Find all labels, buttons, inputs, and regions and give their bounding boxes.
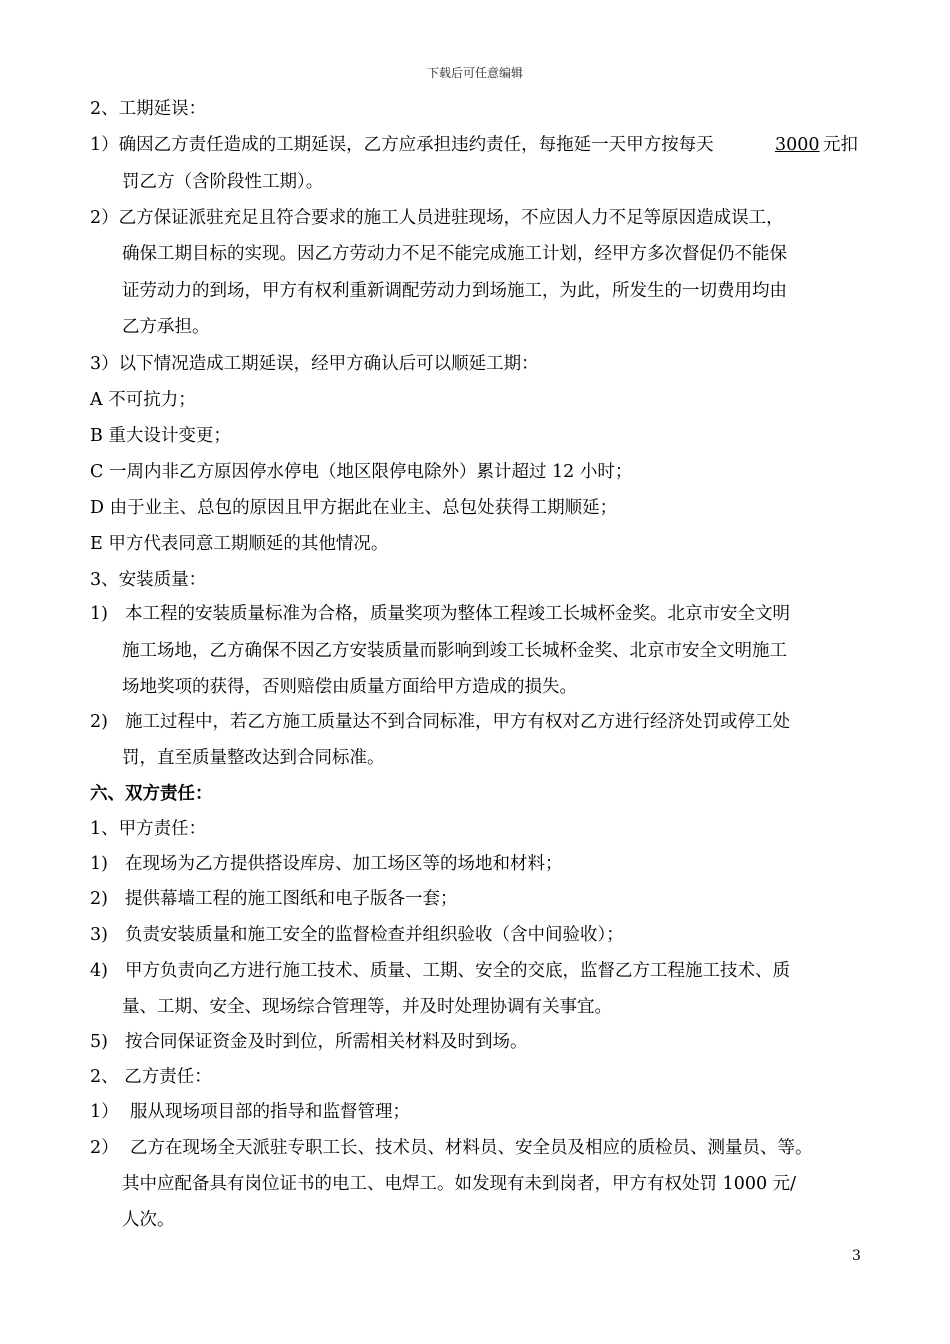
text-line: 甲方负责向乙方进行施工技术、质量、工期、安全的交底，监督乙方工程施工技术、质	[125, 961, 790, 981]
text-line: E 甲方代表同意工期顺延的其他情况。	[90, 534, 389, 554]
text-line: 2）	[90, 1138, 119, 1158]
text-line: 1)	[90, 854, 108, 874]
text-line: A 不可抗力；	[90, 390, 196, 410]
text-line: 负责安装质量和施工安全的监督检查并组织验收（含中间验收）；	[125, 925, 624, 945]
text-line: 1）确因乙方责任造成的工期延误，乙方应承担违约责任，每拖延一天甲方按每天	[90, 135, 714, 155]
page-number: 3	[852, 1248, 861, 1264]
text-line: B 重大设计变更；	[90, 426, 231, 446]
text-line: D 由于业主、总包的原因且甲方据此在业主、总包处获得工期顺延；	[90, 498, 618, 518]
text-line: 4)	[90, 961, 108, 981]
text-line: 乙方承担。	[122, 317, 210, 337]
text-line: 1、甲方责任：	[90, 819, 207, 839]
text-line: 3）以下情况造成工期延误，经甲方确认后可以顺延工期：	[90, 354, 539, 374]
text-line: 1）	[90, 1102, 119, 1122]
text-line: 元扣	[823, 135, 858, 155]
text-line: 3000	[775, 135, 820, 155]
text-line: 罚乙方（含阶段性工期）。	[122, 172, 324, 192]
text-line: 施工过程中，若乙方施工质量达不到合同标准，甲方有权对乙方进行经济处罚或停工处	[125, 712, 790, 732]
text-line: 人次。	[122, 1210, 175, 1230]
text-line: 3)	[90, 925, 108, 945]
text-line: 5)	[90, 1032, 108, 1052]
text-line: 乙方在现场全天派驻专职工长、技术员、材料员、安全员及相应的质检员、测量员、等。	[130, 1138, 813, 1158]
text-line: 2)	[90, 712, 108, 732]
text-line: 3、安装质量：	[90, 570, 207, 590]
text-line: 服从现场项目部的指导和监督管理；	[130, 1102, 410, 1122]
text-line: 证劳动力的到场，甲方有权利重新调配劳动力到场施工，为此，所发生的一切费用均由	[122, 281, 787, 301]
text-line: 提供幕墙工程的施工图纸和电子版各一套；	[125, 889, 458, 909]
text-line: 其中应配备具有岗位证书的电工、电焊工。如发现有未到岗者，甲方有权处罚 1000 元/	[122, 1174, 797, 1194]
text-line: 施工场地，乙方确保不因乙方安装质量而影响到竣工长城杯金奖、北京市安全文明施工	[122, 641, 787, 661]
text-line: 在现场为乙方提供搭设库房、加工场区等的场地和材料；	[125, 854, 563, 874]
text-line: 确保工期目标的实现。因乙方劳动力不足不能完成施工计划，经甲方多次督促仍不能保	[122, 244, 787, 264]
text-line: 2、 乙方责任：	[90, 1067, 212, 1087]
section-heading: 六、双方责任：	[90, 784, 213, 804]
text-line: 量、工期、安全、现场综合管理等，并及时处理协调有关事宜。	[122, 997, 612, 1017]
text-line: 罚，直至质量整改达到合同标准。	[122, 748, 385, 768]
text-line: 2)	[90, 889, 108, 909]
text-line: 2、工期延误：	[90, 99, 207, 119]
text-line: 按合同保证资金及时到位，所需相关材料及时到场。	[125, 1032, 528, 1052]
text-line: 本工程的安装质量标准为合格，质量奖项为整体工程竣工长城杯金奖。北京市安全文明	[125, 604, 790, 624]
text-line: C 一周内非乙方原因停水停电（地区限停电除外）累计超过 12 小时；	[90, 462, 633, 482]
text-line: 1)	[90, 604, 108, 624]
text-line: 场地奖项的获得，否则赔偿由质量方面给甲方造成的损失。	[122, 677, 577, 697]
page-header: 下载后可任意编辑	[426, 66, 523, 80]
text-line: 2）乙方保证派驻充足且符合要求的施工人员进驻现场，不应因人力不足等原因造成误工，	[90, 208, 784, 228]
